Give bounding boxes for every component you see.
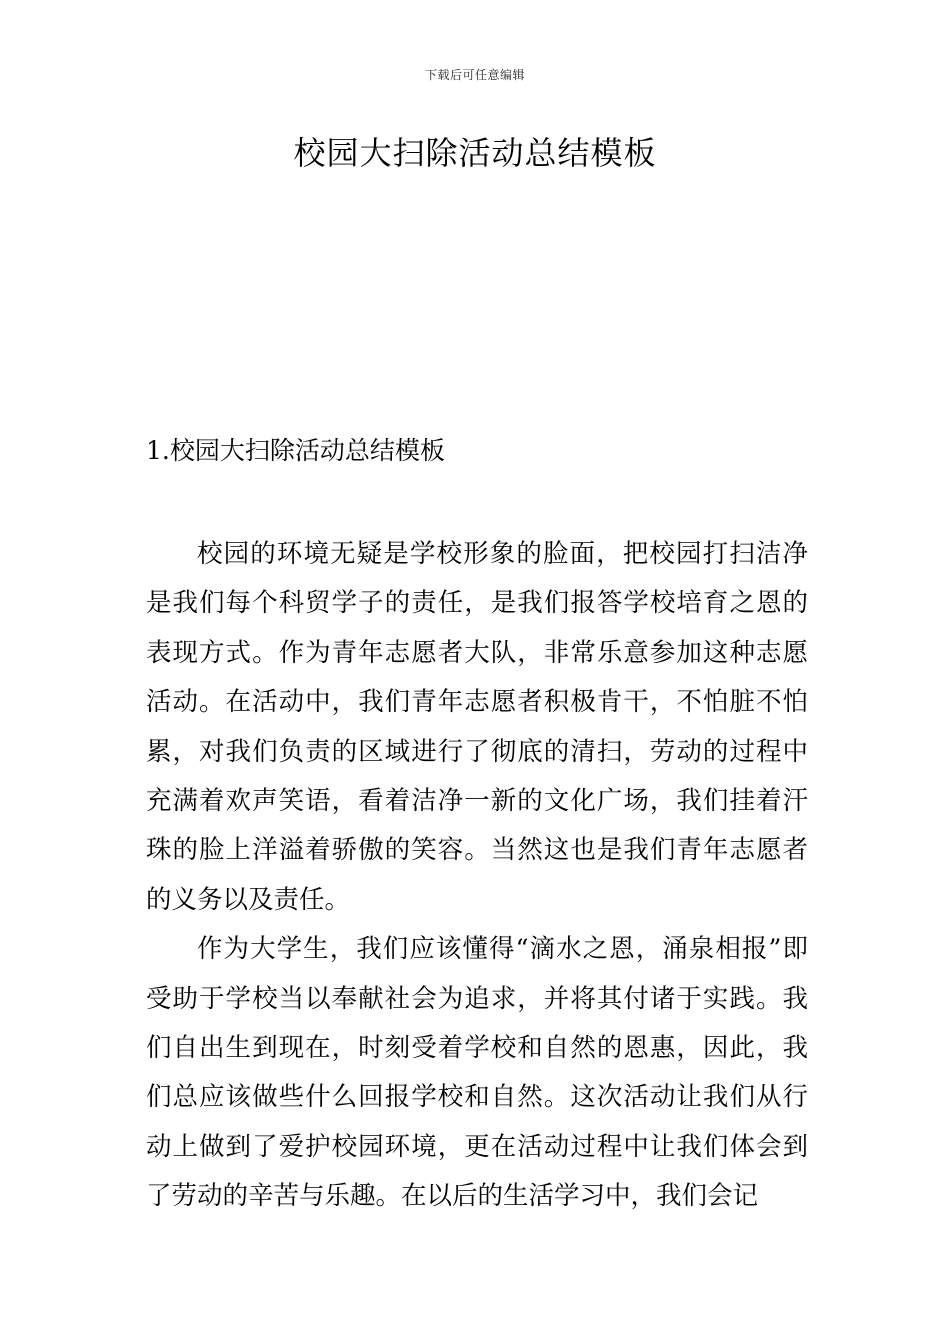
paragraph: 作为大学生，我们应该懂得“滴水之恩，涌泉相报”即受助于学校当以奉献社会为追求，并将其付诸于实践。我们自出生到现在，时刻受着学校和自然的恩惠，因此，我们总应该做些什么回报学校和自然。这次活动让我们从行动上做到了爱护校园环境，更在活动过程中让我们体会到了劳动的辛苦与乐趣。在以后的生活学习中，我们会记 [146, 934, 808, 1212]
paragraph: 校园的环境无疑是学校形象的脸面，把校园打扫洁净是我们每个科贸学子的责任，是我们报答学校培育之恩的表现方式。作为青年志愿者大队，非常乐意参加这种志愿活动。在活动中，我们青年志愿者积极肯干，不怕脏不怕累，对我们负责的区域进行了彻底的清扫，劳动的过程中充满着欢声笑语，看着洁净一新的文化广场，我们挂着汗珠的脸上洋溢着骄傲的笑容。当然这也是我们青年志愿者的义务以及责任。 [146, 539, 808, 915]
body-text [146, 530, 808, 1222]
section-heading: 1.校园大扫除活动总结模板 [146, 436, 445, 465]
document-title: 校园大扫除活动总结模板 [293, 134, 657, 172]
header-note: 下载后可任意编辑 [424, 68, 525, 82]
